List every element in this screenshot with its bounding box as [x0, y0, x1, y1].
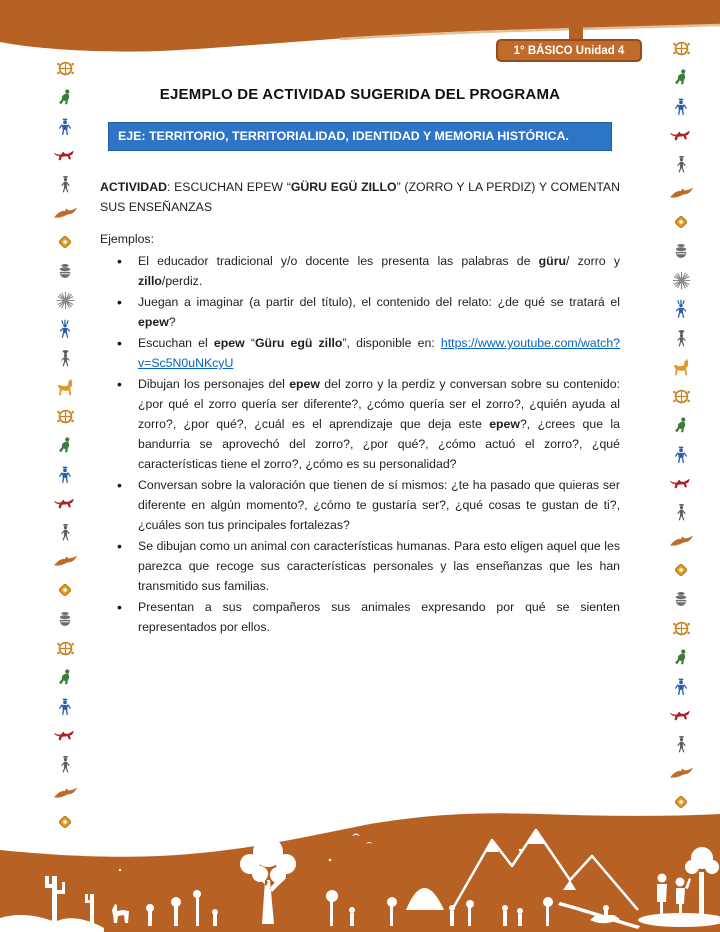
- blue-figure-icon: [56, 116, 74, 136]
- fox-icon: [669, 705, 693, 725]
- condor-icon: [670, 763, 693, 783]
- diamond-icon: [672, 560, 690, 580]
- emphasis-text: epew: [289, 377, 320, 391]
- bullet-item: [138, 475, 620, 535]
- fox-icon: [669, 473, 693, 493]
- blue-figure-icon: [56, 696, 74, 716]
- footer-landscape: [0, 790, 720, 932]
- footer: [0, 790, 720, 932]
- sunburst-icon: [672, 270, 691, 290]
- sunburst-icon: [56, 290, 75, 310]
- blue-figure-icon: [672, 96, 690, 116]
- text-run: ?: [168, 315, 176, 329]
- emphasis-text: epew: [489, 417, 520, 431]
- water-totem-icon: [57, 348, 74, 368]
- totem-icon: [673, 154, 690, 174]
- totem-icon: [673, 502, 690, 522]
- text-run: del zorro y la perdiz y conversan sobre su contenido: ¿por qué el zorro quería ser diferente?, ¿cómo quería ser el zorro?, ¿quién ayuda al zorro?, ¿por qué?, ¿cuál es el aprendizaje que deja este: [138, 377, 620, 431]
- text-run: El educador tradicional y/o docente les presenta las palabras de: [138, 254, 539, 268]
- condor-icon: [670, 531, 693, 551]
- emphasis-text: Güru egü zillo: [254, 336, 343, 350]
- text-run: ” (ZORRO Y LA PERDIZ) Y COMENTAN SUS ENSEÑANZAS: [100, 180, 621, 214]
- condor-icon: [54, 551, 77, 571]
- blue-chief-icon: [672, 299, 690, 319]
- text-run: / zorro y: [566, 254, 621, 268]
- fox-icon: [53, 145, 77, 165]
- diamond-icon: [672, 212, 690, 232]
- fox-icon: [53, 493, 77, 513]
- emphasis-text: GÜRU EGÜ ZILLO: [290, 180, 397, 194]
- diamond-icon: [56, 232, 74, 252]
- content-area: [100, 82, 620, 638]
- dancer-icon: [672, 415, 690, 435]
- unit-label: [496, 39, 642, 62]
- bullet-item: [138, 597, 620, 637]
- bullet-item: [138, 333, 620, 373]
- blue-figure-icon: [672, 676, 690, 696]
- text-run: ”, disponible en:: [342, 336, 441, 350]
- unit-label-text: 1° BÁSICO Unidad 4: [513, 44, 625, 57]
- text-run: Presentan a sus compañeros sus animales expresando por qué se sienten representados por ellos.: [138, 600, 620, 634]
- emphasis-text: epew: [138, 315, 169, 329]
- fox-icon: [53, 725, 77, 745]
- totem-icon: [57, 522, 74, 542]
- condor-icon: [54, 203, 77, 223]
- text-run: Conversan sobre la valoración que tienen de sí mismos: ¿te ha pasado que quieras ser diferente en algún momento?, ¿cómo te gustaría ser?, ¿qué cosas te gustan de ti?, ¿cuáles son tus principales fortalezas?: [138, 478, 620, 532]
- kultrun-icon: [56, 638, 75, 658]
- llama-icon: [671, 357, 692, 377]
- totem-icon: [57, 754, 74, 774]
- blue-figure-icon: [672, 444, 690, 464]
- pot-icon: [56, 609, 74, 629]
- pot-icon: [56, 261, 74, 281]
- pot-icon: [672, 589, 690, 609]
- activity-text: [100, 177, 620, 217]
- totem-icon: [673, 734, 690, 754]
- page-title: EJEMPLO DE ACTIVIDAD SUGERIDA DEL PROGRAMA: [159, 86, 561, 103]
- bullet-item: [138, 251, 620, 291]
- text-run: /perdiz.: [161, 274, 203, 288]
- dancer-icon: [56, 667, 74, 687]
- totem-icon: [57, 174, 74, 194]
- text-run: ?, ¿crees que la bandurria se aprovechó del zorro?, ¿por qué?, ¿cómo actuó el zorro?, ¿qué características tiene el zorro?, ¿cómo es su personalidad?: [138, 417, 620, 471]
- fox-icon: [669, 125, 693, 145]
- right-icon-column: [666, 38, 696, 812]
- emphasis-text: güru: [538, 254, 566, 268]
- condor-icon: [670, 183, 693, 203]
- blue-figure-icon: [56, 464, 74, 484]
- kultrun-icon: [672, 38, 691, 58]
- dancer-icon: [56, 435, 74, 455]
- kultrun-icon: [672, 618, 691, 638]
- water-totem-icon: [673, 328, 690, 348]
- text-run: Dibujan los personajes del: [138, 377, 290, 391]
- kultrun-icon: [56, 406, 75, 426]
- text-run: Se dibujan como un animal con características humanas. Para esto eligen aquel que les parezca que recoge sus características personales y las enseñanzas que les han transmitido sus familias.: [138, 539, 620, 593]
- bullet-item: [138, 292, 620, 332]
- dancer-icon: [672, 67, 690, 87]
- blue-chief-icon: [56, 319, 74, 339]
- youtube-link[interactable]: https://www.youtube.com/watch?v=Sc5N0uNKcyU: [138, 336, 620, 370]
- bullet-list: [100, 251, 620, 637]
- emphasis-text: ACTIVIDAD: [100, 180, 167, 194]
- dancer-icon: [672, 647, 690, 667]
- emphasis-text: epew: [213, 336, 245, 350]
- dancer-icon: [56, 87, 74, 107]
- kultrun-icon: [56, 58, 75, 78]
- text-run: Escuchan el: [138, 336, 214, 350]
- text-run: Juegan a imaginar (a partir del título), el contenido del relato: ¿de qué se tratará el: [138, 295, 620, 309]
- llama-icon: [55, 377, 76, 397]
- kultrun-icon: [672, 386, 691, 406]
- diamond-icon: [56, 580, 74, 600]
- left-icon-column: [50, 58, 80, 832]
- bullet-item: [138, 536, 620, 596]
- emphasis-text: zillo: [138, 274, 162, 288]
- text-run: “: [244, 336, 255, 350]
- pot-icon: [672, 241, 690, 261]
- text-run: : ESCUCHAN EPEW “: [166, 180, 291, 194]
- bullet-item: [138, 374, 620, 474]
- examples-label: Ejemplos:: [100, 232, 154, 246]
- eje-banner: EJE: TERRITORIO, TERRITORIALIDAD, IDENTIDAD Y MEMORIA HISTÓRICA.: [108, 122, 612, 151]
